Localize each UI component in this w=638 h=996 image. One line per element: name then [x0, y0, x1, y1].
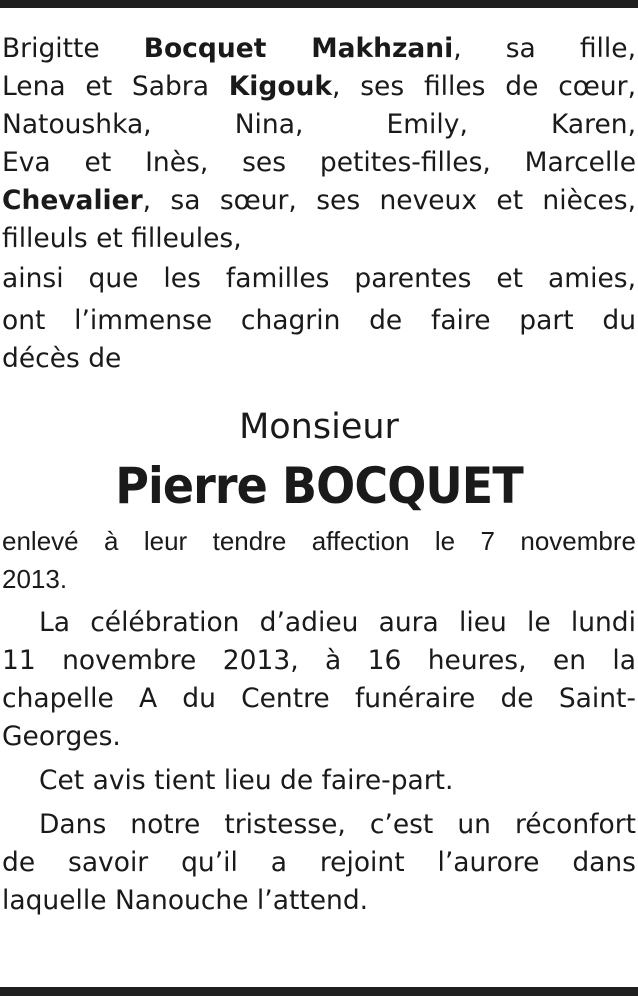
- ceremony-line: chapelle A du Centre funéraire de Saint-: [2, 683, 636, 714]
- family-line-text: filleuls et filleules,: [2, 223, 242, 254]
- family-line-text: Natoushka, Nina, Emily, Karen,: [2, 109, 636, 140]
- family-line-text: ainsi que les familles parentes et amies,: [2, 263, 636, 294]
- notice-statement: [2, 762, 636, 800]
- family-line: [2, 30, 636, 68]
- closing-line: laquelle Nanouche l’attend.: [2, 885, 369, 916]
- family-name-bold: Kigouk: [228, 71, 333, 102]
- family-line-text: décès de: [2, 343, 122, 374]
- death-announcement: [2, 522, 636, 598]
- family-line-text: , ses filles de cœur,: [332, 71, 636, 102]
- family-line: [2, 144, 636, 182]
- family-line: [2, 182, 636, 220]
- top-rule: [0, 0, 638, 8]
- closing-line: Dans notre tristesse, c’est un réconfort: [39, 809, 636, 840]
- obituary-notice: [2, 30, 636, 920]
- family-line-text: , sa fille,: [453, 33, 636, 64]
- family-line: [2, 220, 636, 258]
- family-name-bold: Bocquet Makhzani: [143, 33, 454, 64]
- death-line: enlevé à leur tendre affection le 7 novembre: [2, 526, 636, 556]
- ceremony-line: Georges.: [2, 721, 121, 752]
- family-name-bold: Chevalier: [2, 185, 143, 216]
- family-line: [2, 302, 636, 340]
- family-line-text: ont l’immense chagrin de faire part du: [2, 305, 636, 336]
- family-line-text: Eva et Inès, ses petites-filles, Marcelle: [2, 147, 636, 178]
- family-line-text: Lena et Sabra: [2, 71, 229, 102]
- bottom-rule: [0, 987, 638, 996]
- honorific-title: Monsieur: [239, 407, 399, 447]
- closing-paragraph: [2, 806, 636, 920]
- family-line: [2, 106, 636, 144]
- deceased-name: Pierre BOCQUET: [115, 457, 523, 515]
- notice-line: Cet avis tient lieu de faire-part.: [39, 765, 454, 796]
- family-line-text: Brigitte: [2, 33, 144, 64]
- family-line-text: , sa sœur, ses neveux et nièces,: [142, 185, 636, 216]
- closing-line: de savoir qu’il a rejoint l’aurore dans: [2, 847, 636, 878]
- family-line: [2, 340, 636, 378]
- death-line: 2013.: [2, 564, 68, 594]
- family-block: [2, 30, 636, 378]
- family-line: [2, 68, 636, 106]
- family-line: [2, 260, 636, 298]
- ceremony-paragraph: [2, 604, 636, 756]
- ceremony-line: La célébration d’adieu aura lieu le lundi: [39, 607, 636, 638]
- ceremony-line: 11 novembre 2013, à 16 heures, en la: [2, 645, 636, 676]
